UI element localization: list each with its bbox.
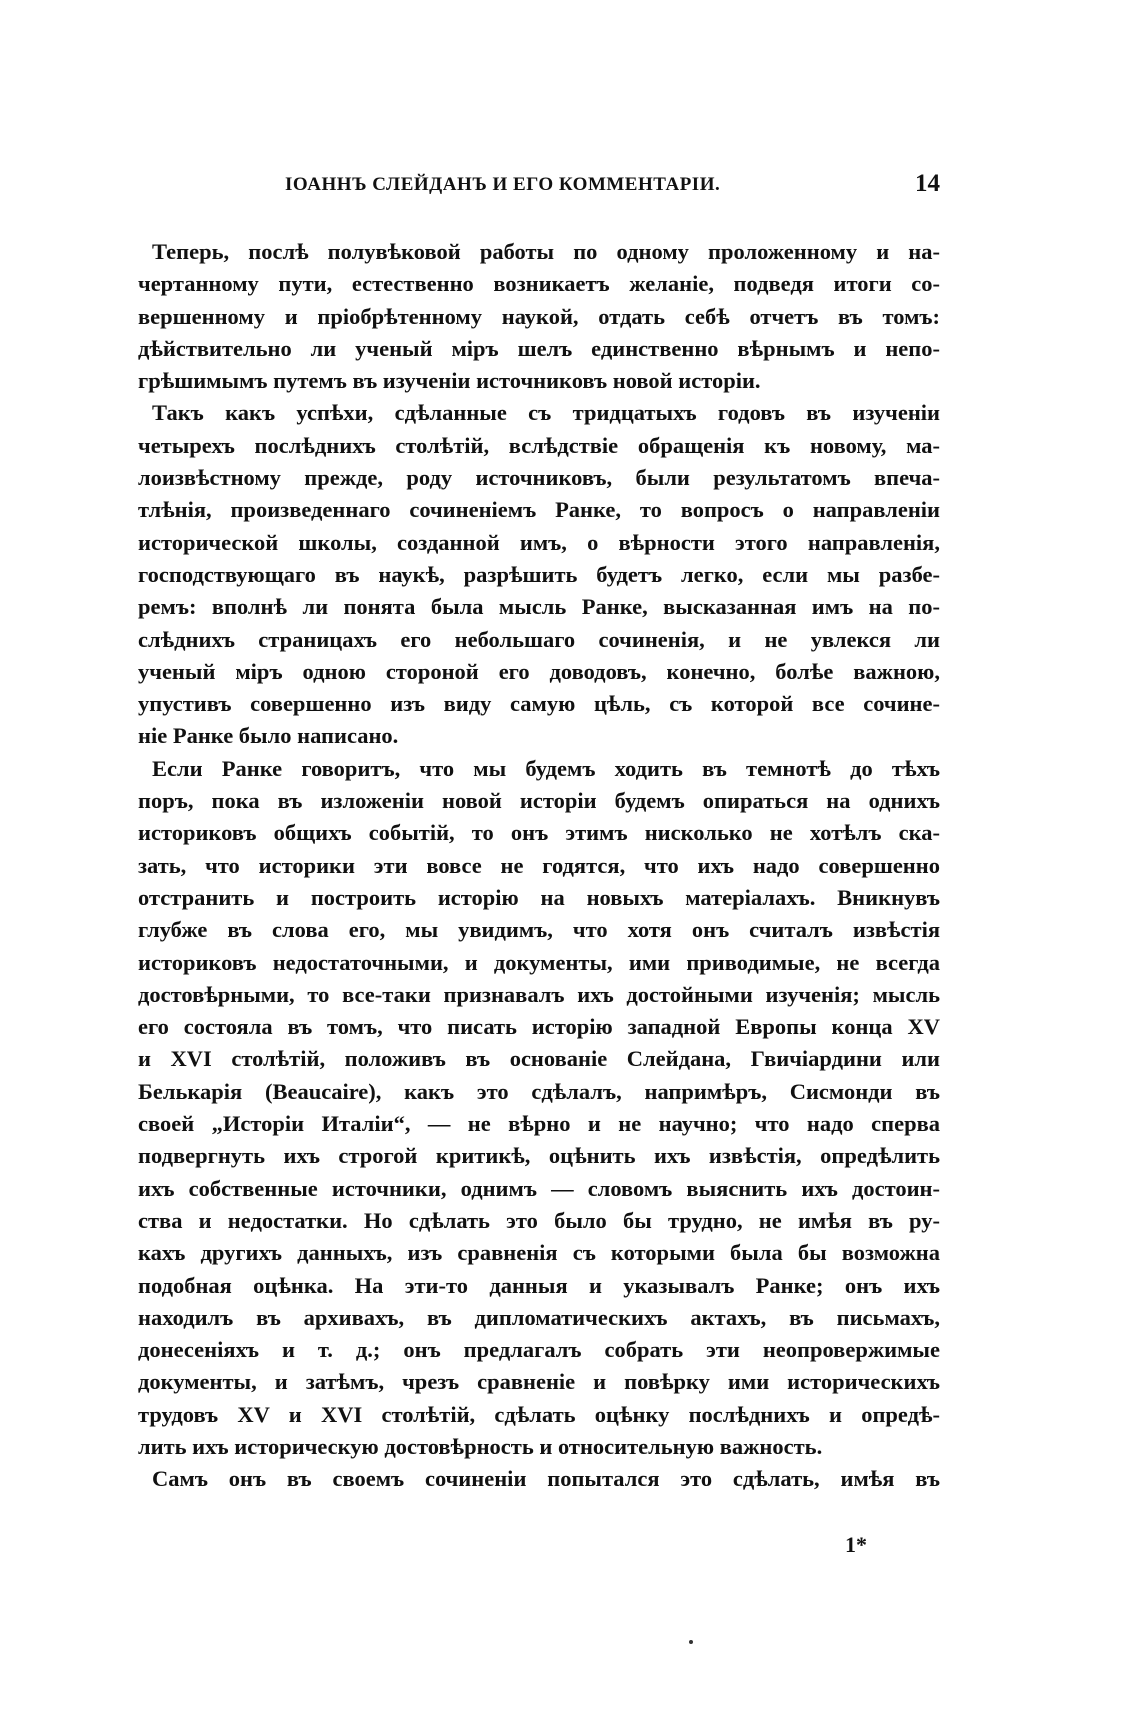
text-line: глубже въ слова его, мы увидимъ, что хотя онъ считалъ извѣстія (138, 917, 940, 943)
text-line: ства и недостатки. Но сдѣлать это было бы трудно, не имѣя въ ру- (138, 1207, 940, 1233)
text-line: трудовъ XV и XVI столѣтій, сдѣлать оцѣнку послѣднихъ и опредѣ- (138, 1401, 940, 1427)
text-line: Белькарія (Beaucaire), какъ это сдѣлалъ, напримѣръ, Сисмонди въ (138, 1078, 940, 1104)
text-line: донесеніяхъ и т. д.; онъ предлагалъ собрать эти неопровержимые (138, 1337, 940, 1363)
text-line: зать, что историки эти вовсе не годятся, что ихъ надо совершенно (138, 852, 940, 878)
text-line: вершенному и пріобрѣтенному наукой, отдать себѣ отчетъ въ томъ: (138, 303, 940, 329)
text-line: ремъ: вполнѣ ли понята была мысль Ранке, высказанная имъ на по- (138, 594, 940, 620)
text-line: чертанному пути, естественно возникаетъ желаніе, подведя итоги со- (138, 271, 940, 297)
text-line: достовѣрными, то все-таки признавалъ ихъ достойными изученія; мысль (138, 981, 940, 1007)
text-line: лить ихъ историческую достовѣрность и относительную важность. (138, 1433, 823, 1459)
scan-speck (689, 1640, 693, 1644)
text-line: грѣшимымъ путемъ въ изученіи источниковъ новой исторіи. (138, 368, 761, 394)
text-line: Такъ какъ успѣхи, сдѣланные съ тридцатыхъ годовъ въ изученіи (152, 400, 940, 426)
running-title: ІОАННЪ СЛЕЙДАНЪ И ЕГО КОММЕНТАРІИ. (285, 174, 721, 195)
page-header (140, 170, 940, 208)
text-line: четырехъ послѣднихъ столѣтій, вслѣдствіе обращенія къ новому, ма- (138, 432, 940, 458)
text-line: лоизвѣстному прежде, роду источниковъ, были результатомъ впеча- (138, 465, 940, 491)
text-line: подвергнуть ихъ строгой критикѣ, оцѣнить ихъ извѣстія, опредѣлить (138, 1143, 940, 1169)
text-line: отстранить и построить исторію на новыхъ матеріалахъ. Вникнувъ (138, 884, 940, 910)
text-line: Если Ранке говоритъ, что мы будемъ ходить въ темнотѣ до тѣхъ (152, 755, 940, 781)
text-line: Теперь, послѣ полувѣковой работы по одному проложенному и на- (152, 239, 940, 264)
text-line: Самъ онъ въ своемъ сочиненіи попытался это сдѣлать, имѣя въ (152, 1466, 940, 1492)
text-line: исторической школы, созданной имъ, о вѣрности этого направленія, (138, 529, 940, 555)
text-line: историковъ недостаточными, и документы, ими приводимые, не всегда (138, 949, 940, 975)
text-line: господствующаго въ наукѣ, разрѣшить будетъ легко, если мы разбе- (138, 561, 940, 587)
text-line: кахъ другихъ данныхъ, изъ сравненія съ которыми была бы возможна (138, 1240, 940, 1266)
text-line: и XVI столѣтій, положивъ въ основаніе Слейдана, Гвичіардини или (138, 1046, 940, 1072)
text-line: слѣднихъ страницахъ его небольшаго сочиненія, и не увлекся ли (138, 626, 940, 652)
text-line: ученый міръ одною стороной его доводовъ, конечно, болѣе важною, (138, 658, 940, 684)
text-line: поръ, пока въ изложеніи новой исторіи будемъ опираться на однихъ (138, 788, 940, 814)
text-line: подобная оцѣнка. На эти-то данныя и указывалъ Ранке; онъ ихъ (138, 1272, 940, 1298)
text-line: своей „Исторіи Италіи“, — не вѣрно и не научно; что надо сперва (138, 1111, 940, 1137)
text-line: находилъ въ архивахъ, въ дипломатическихъ актахъ, въ письмахъ, (138, 1304, 940, 1330)
text-line: ніе Ранке было написано. (138, 723, 399, 749)
text-line: историковъ общихъ событій, то онъ этимъ нисколько не хотѣлъ ска- (138, 820, 940, 846)
text-line: ихъ собственные источники, однимъ — словомъ выяснить ихъ достоин- (138, 1175, 940, 1201)
text-line: документы, и затѣмъ, чрезъ сравненіе и повѣрку ими историческихъ (138, 1369, 940, 1395)
text-line: дѣйствительно ли ученый міръ шелъ единственно вѣрнымъ и непо- (138, 335, 940, 361)
page-number: 14 (915, 170, 940, 197)
text-line: его состояла въ томъ, что писать исторію западной Европы конца XV (138, 1014, 940, 1040)
text-line: упустивъ совершенно изъ виду самую цѣль, съ которой все сочине- (138, 691, 940, 717)
text-line: тлѣнія, произведеннаго сочиненіемъ Ранке, то вопросъ о направленіи (138, 497, 940, 523)
body-text (138, 236, 940, 1496)
signature-mark: 1* (845, 1532, 867, 1557)
